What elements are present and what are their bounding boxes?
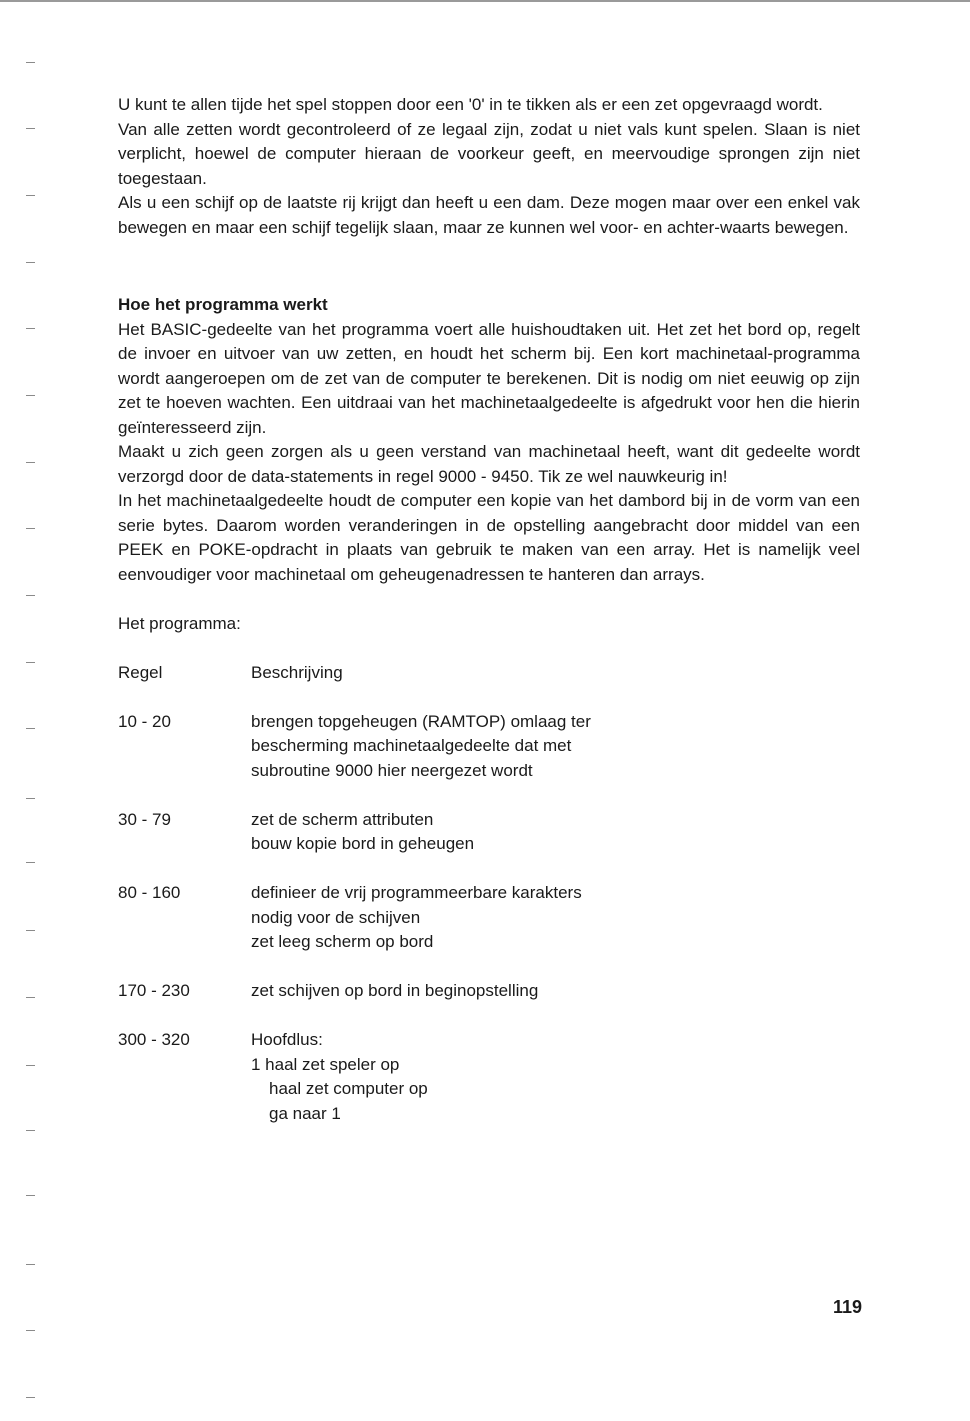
description-line: bescherming machinetaalgedeelte dat met xyxy=(251,736,572,755)
line-description xyxy=(251,808,860,857)
margin-tick xyxy=(26,728,35,729)
margin-tick xyxy=(26,62,35,63)
margin-tick xyxy=(26,528,35,529)
description-line: Hoofdlus: xyxy=(251,1030,323,1049)
description-line: zet de scherm attributen xyxy=(251,809,434,829)
program-label: Het programma: xyxy=(118,613,241,633)
description-line: bouw kopie bord in geheugen xyxy=(251,834,475,853)
margin-tick xyxy=(26,395,35,396)
program-line-table xyxy=(118,661,860,1127)
margin-tick xyxy=(26,195,35,196)
paragraph-stop-game: U kunt te allen tijde het spel stoppen door een '0' in te tikken als er een zet opgevraagd wordt. xyxy=(118,95,823,114)
top-page-edge xyxy=(0,0,970,2)
line-range: 10 - 20 xyxy=(118,711,171,731)
margin-tick xyxy=(26,798,35,799)
paragraph-legal-moves: Van alle zetten wordt gecontroleerd of ze legaal zijn, zodat u niet vals kunt spelen. Slaan is niet verplicht, hoewel de computer hieraan de voorkeur geeft, en meervoudige sprongen zijn niet toegestaan. xyxy=(118,119,860,188)
page-content xyxy=(118,93,860,1151)
column-header-regel: Regel xyxy=(118,662,163,682)
description-line: zet schijven op bord in beginopstelling xyxy=(251,981,539,1000)
margin-tick xyxy=(26,662,35,663)
line-range: 80 - 160 xyxy=(118,883,181,902)
table-row xyxy=(118,881,860,955)
margin-tick xyxy=(26,1397,35,1398)
margin-tick xyxy=(26,328,35,329)
table-row xyxy=(118,808,860,857)
margin-tick xyxy=(26,997,35,998)
line-range: 300 - 320 xyxy=(118,1030,190,1049)
line-range: 30 - 79 xyxy=(118,809,171,829)
margin-tick xyxy=(26,128,35,129)
description-line: definieer de vrij programmeerbare karakters xyxy=(251,883,582,902)
margin-tick xyxy=(26,930,35,931)
paragraph-basic-part: Het BASIC-gedeelte van het programma voert alle huishoudtaken uit. Het zet het bord op, regelt de invoer en uitvoer van uw zetten, en houdt het scherm bij. Een kort machinetaal-programma wordt aangeroepen om de zet van de computer te berekenen. Dit is nodig om niet eeuwig op zijn zet te hoeven wachten. Een uitdraai van het machinetaalgedeelte is afgedrukt voor hen die hierin geïnteresseerd zijn. xyxy=(118,319,860,437)
description-line: haal zet computer op xyxy=(269,1079,428,1098)
description-line: brengen topgeheugen (RAMTOP) omlaag ter xyxy=(251,711,591,731)
margin-tick xyxy=(26,595,35,596)
margin-tick xyxy=(26,1130,35,1131)
line-description xyxy=(251,881,860,955)
margin-tick xyxy=(26,1195,35,1196)
table-row xyxy=(118,710,860,784)
paragraph-data-statements: Maakt u zich geen zorgen als u geen verstand van machinetaal heeft, want dit gedeelte wordt verzorgd door de data-statements in regel 9000 - 9450. Tik ze wel nauwkeurig in! xyxy=(118,442,860,486)
margin-tick xyxy=(26,1330,35,1331)
line-description xyxy=(251,1028,860,1126)
line-range: 170 - 230 xyxy=(118,981,190,1000)
margin-hole-marks xyxy=(26,0,38,1421)
margin-tick xyxy=(26,1065,35,1066)
line-description xyxy=(251,979,860,1004)
line-description xyxy=(251,710,860,784)
table-row xyxy=(118,979,860,1004)
description-line: subroutine 9000 hier neergezet wordt xyxy=(251,760,533,780)
page-number: 119 xyxy=(832,1297,862,1317)
margin-tick xyxy=(26,262,35,263)
margin-tick xyxy=(26,1264,35,1265)
margin-tick xyxy=(26,462,35,463)
table-row xyxy=(118,1028,860,1126)
description-line: ga naar 1 xyxy=(269,1103,341,1123)
section-heading: Hoe het programma werkt xyxy=(118,295,328,314)
description-line: zet leeg scherm op bord xyxy=(251,932,434,951)
paragraph-machine-code: In het machinetaalgedeelte houdt de computer een kopie van het dambord bij in de vorm van een serie bytes. Daarom worden veranderingen in de opstelling aangebracht door middel van een PEEK en POKE-opdracht in plaats van gebruik te maken van een array. Het is namelijk veel eenvoudiger voor machinetaal om geheugenadressen te hanteren dan arrays. xyxy=(118,491,860,584)
table-header-row xyxy=(118,661,860,686)
paragraph-king: Als u een schijf op de laatste rij krijgt dan heeft u een dam. Deze mogen maar over een enkel vak bewegen en maar een schijf tegelijk slaan, maar ze kunnen wel voor- en achter-waarts bewegen. xyxy=(118,193,860,237)
column-header-beschrijving: Beschrijving xyxy=(251,662,343,682)
description-line: nodig voor de schijven xyxy=(251,907,421,927)
margin-tick xyxy=(26,862,35,863)
description-line: 1 haal zet speler op xyxy=(251,1054,400,1074)
